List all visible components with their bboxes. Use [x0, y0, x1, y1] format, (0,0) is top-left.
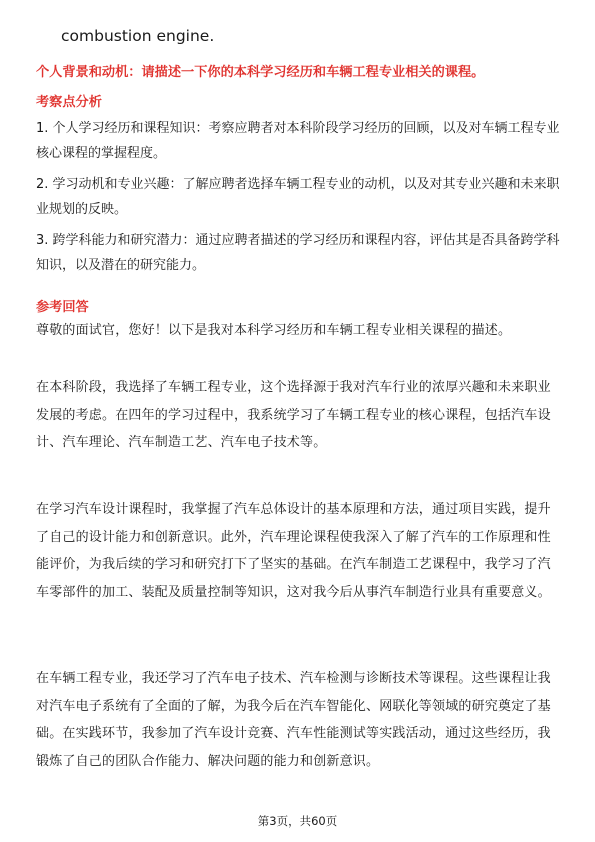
analysis-heading: 考察点分析	[36, 95, 102, 110]
answer-paragraph: 在车辆工程专业，我还学习了汽车电子技术、汽车检测与诊断技术等课程。这些课程让我对汽车电子系统有了全面的了解，为我今后在汽车智能化、网联化等领域的研究奠定了基础。在实践环节，我参加了汽车设计竞赛、汽车性能测试等实践活动，通过这些经历，我锻炼了自己的团队合作能力、解决问题的能力和创新意识。	[36, 671, 551, 769]
analysis-item: 2. 学习动机和专业兴趣：了解应聘者选择车辆工程专业的动机，以及对其专业兴趣和未来职业规划的反映。	[36, 177, 560, 217]
question-title: 个人背景和动机：请描述一下你的本科学习经历和车辆工程专业相关的课程。	[36, 65, 485, 80]
analysis-item: 3. 跨学科能力和研究潜力：通过应聘者描述的学习经历和课程内容，评估其是否具备跨学科知识，以及潜在的研究能力。	[36, 233, 560, 273]
analysis-list	[36, 116, 560, 284]
page-number: 第3页，共60页	[257, 814, 338, 828]
analysis-item: 1. 个人学习经历和课程知识：考察应聘者对本科阶段学习经历的回顾，以及对车辆工程专业核心课程的掌握程度。	[36, 121, 560, 161]
answer-paragraph: 在本科阶段，我选择了车辆工程专业，这个选择源于我对汽车行业的浓厚兴趣和未来职业发展的考虑。在四年的学习过程中，我系统学习了车辆工程专业的核心课程，包括汽车设计、汽车理论、汽车制造工艺、汽车电子技术等。	[36, 380, 551, 450]
answer-heading: 参考回答	[36, 300, 89, 315]
continued-text-line: combustion engine.	[61, 27, 215, 45]
answer-paragraph: 尊敬的面试官，您好！以下是我对本科学习经历和车辆工程专业相关课程的描述。	[36, 323, 512, 338]
answer-paragraph: 在学习汽车设计课程时，我掌握了汽车总体设计的基本原理和方法，通过项目实践，提升了自己的设计能力和创新意识。此外，汽车理论课程使我深入了解了汽车的工作原理和性能评价，为我后续的学习和研究打下了坚实的基础。在汽车制造工艺课程中，我学习了汽车零部件的加工、装配及质量控制等知识，这对我今后从事汽车制造行业具有重要意义。	[36, 502, 551, 600]
